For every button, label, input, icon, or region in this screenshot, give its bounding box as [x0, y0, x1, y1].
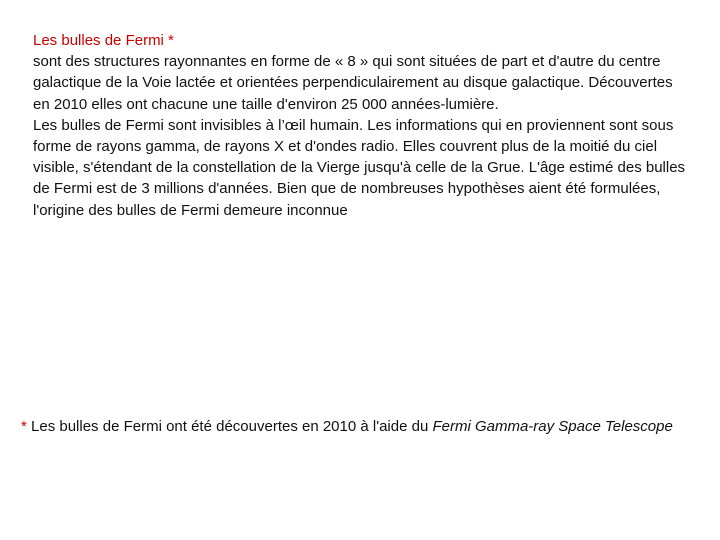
document-title: Les bulles de Fermi * [33, 32, 174, 49]
main-text-block [33, 30, 693, 221]
paragraph-details: Les bulles de Fermi sont invisibles à l’œil humain. Les informations qui en proviennent sont sous forme de rayons gamma, de rayons X et d'ondes radio. Elles couvrent plus de la moitié du ciel visible, s'étendant de la constellation de la Vierge jusqu'à celle de la Grue. L'âge estimé des bulles de Fermi est de 3 millions d'années. Bien que de nombreuses hypothèses aient été formulées, l'origine des bulles de Fermi demeure inconnue [33, 116, 686, 219]
footnote-telescope-name: Fermi Gamma-ray Space Telescope [432, 418, 673, 435]
footnote [21, 416, 681, 437]
paragraph-description: sont des structures rayonnantes en forme de « 8 » qui sont situées de part et d'autre du centre galactique de la Voie lactée et orientées perpendiculairement au disque galactique. Découvertes en 2010 elles ont chacune une taille d'environ 25 000 années-lumière. [33, 53, 673, 113]
footnote-marker: * [21, 418, 27, 435]
footnote-text: Les bulles de Fermi ont été découvertes en 2010 à l'aide du [26, 418, 433, 435]
